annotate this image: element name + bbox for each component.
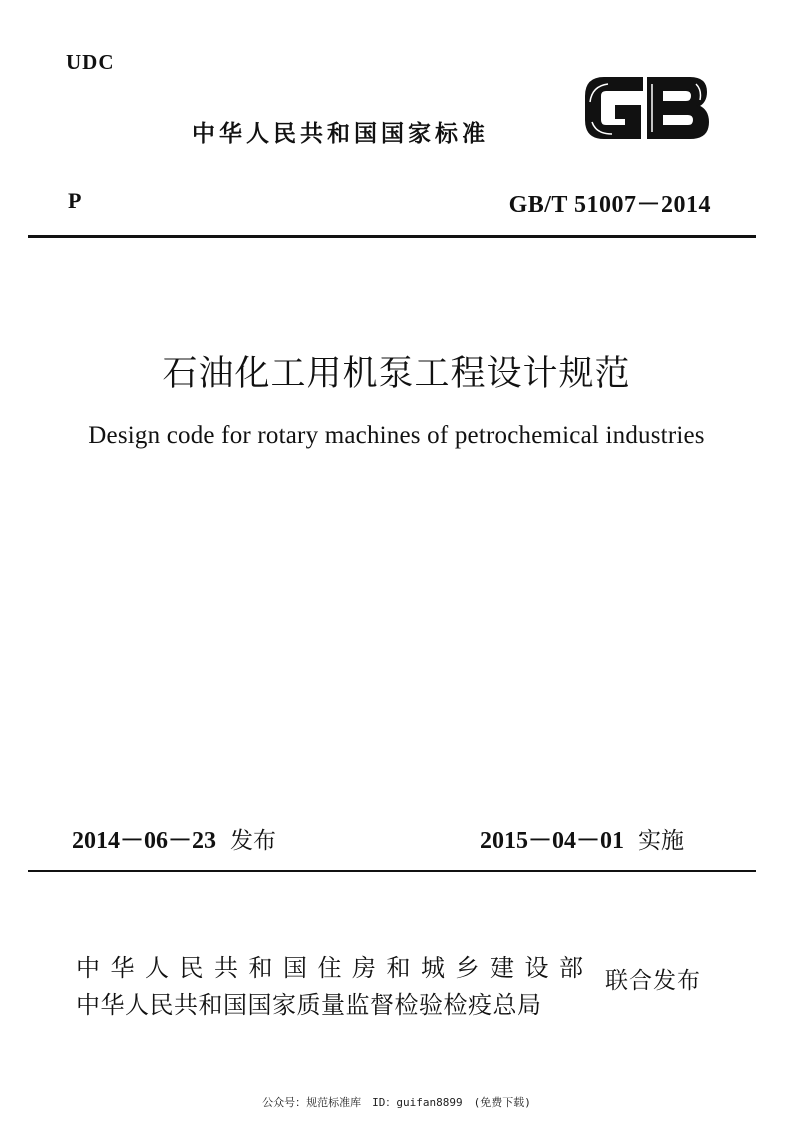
issue-label: 发布 — [230, 828, 276, 854]
implement-date-block — [480, 820, 684, 855]
joint-issue-label: 联合发布 — [605, 968, 701, 994]
title-chinese: 石油化工用机泵工程设计规范 — [162, 354, 631, 394]
org-title: 中华人民共和国国家标准 — [192, 121, 489, 147]
classification-code: P — [68, 188, 82, 213]
issue-date: 2014－06－23 — [72, 828, 216, 854]
top-divider — [28, 235, 756, 238]
footer-watermark: 公众号：规范标准库 ID：guifan8899 (免费下载) — [262, 1096, 531, 1109]
issuer-ministry-housing: 中华人民共和国住房和城乡建设部 — [76, 954, 594, 982]
gb-logo-g — [586, 78, 642, 138]
implement-label: 实施 — [638, 828, 684, 854]
gb-logo — [582, 72, 712, 144]
bottom-divider — [28, 870, 756, 872]
implement-date: 2015－04－01 — [480, 828, 624, 854]
issuer-aqsiq: 中华人民共和国国家质量监督检验检疫总局 — [76, 991, 542, 1019]
issue-date-block — [72, 820, 276, 855]
udc-label: UDC — [66, 50, 115, 74]
standard-code: GB/T 51007－2014 — [508, 192, 711, 218]
title-english: Design code for rotary machines of petrochemical industries — [88, 422, 705, 449]
